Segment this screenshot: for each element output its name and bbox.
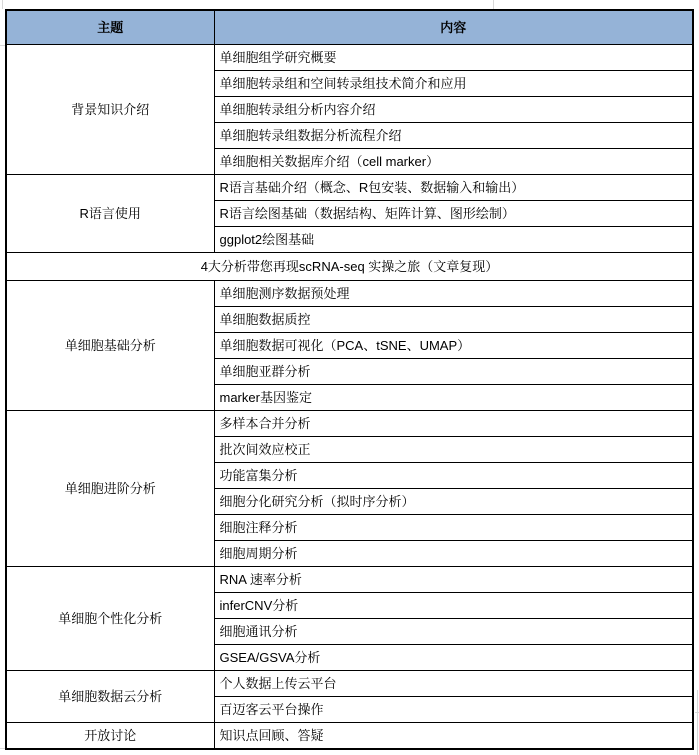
topic-cell: 开放讨论: [6, 723, 214, 750]
content-cell: inferCNV分析: [214, 593, 693, 619]
header-cell-content: 内容: [214, 10, 693, 45]
content-cell: 单细胞组学研究概要: [214, 45, 693, 71]
table-row: [6, 671, 693, 697]
content-cell: 单细胞转录组数据分析流程介绍: [214, 123, 693, 149]
topic-cell: 单细胞数据云分析: [6, 671, 214, 723]
header-row: [6, 10, 693, 45]
topic-cell: R语言使用: [6, 175, 214, 253]
content-cell: 单细胞转录组分析内容介绍: [214, 97, 693, 123]
content-cell: 单细胞数据质控: [214, 307, 693, 333]
content-cell: 知识点回顾、答疑: [214, 723, 693, 750]
content-cell: R语言绘图基础（数据结构、矩阵计算、图形绘制）: [214, 201, 693, 227]
content-cell: 单细胞数据可视化（PCA、tSNE、UMAP）: [214, 333, 693, 359]
header-cell-topic: 主题: [6, 10, 214, 45]
table-row: [6, 175, 693, 201]
content-cell: 批次间效应校正: [214, 437, 693, 463]
spreadsheet-gridline: [493, 0, 494, 9]
table-row: [6, 411, 693, 437]
content-cell: RNA 速率分析: [214, 567, 693, 593]
spreadsheet-gridline: [695, 712, 699, 713]
content-cell: 单细胞亚群分析: [214, 359, 693, 385]
topic-cell: 单细胞个性化分析: [6, 567, 214, 671]
content-cell: GSEA/GSVA分析: [214, 645, 693, 671]
banner-row: [6, 253, 693, 281]
table-row: [6, 723, 693, 750]
content-cell: 单细胞相关数据库介绍（cell marker）: [214, 149, 693, 175]
table-row: [6, 567, 693, 593]
content-cell: 细胞注释分析: [214, 515, 693, 541]
content-cell: 细胞周期分析: [214, 541, 693, 567]
content-cell: 单细胞转录组和空间转录组技术简介和应用: [214, 71, 693, 97]
content-cell: 细胞通讯分析: [214, 619, 693, 645]
content-cell: R语言基础介绍（概念、R包安装、数据输入和输出）: [214, 175, 693, 201]
spreadsheet-gridline: [697, 690, 698, 755]
content-cell: marker基因鉴定: [214, 385, 693, 411]
content-cell: 功能富集分析: [214, 463, 693, 489]
content-cell: 百迈客云平台操作: [214, 697, 693, 723]
course-schedule-table: [5, 9, 694, 750]
table-row: [6, 45, 693, 71]
content-cell: 多样本合并分析: [214, 411, 693, 437]
banner-cell: 4大分析带您再现scRNA-seq 实操之旅（文章复现）: [6, 253, 693, 281]
content-cell: 个人数据上传云平台: [214, 671, 693, 697]
table-row: [6, 281, 693, 307]
content-cell: 细胞分化研究分析（拟时序分析）: [214, 489, 693, 515]
topic-cell: 背景知识介绍: [6, 45, 214, 175]
content-cell: ggplot2绘图基础: [214, 227, 693, 253]
topic-cell: 单细胞进阶分析: [6, 411, 214, 567]
topic-cell: 单细胞基础分析: [6, 281, 214, 411]
content-cell: 单细胞测序数据预处理: [214, 281, 693, 307]
spreadsheet-gridline: [2, 0, 3, 9]
